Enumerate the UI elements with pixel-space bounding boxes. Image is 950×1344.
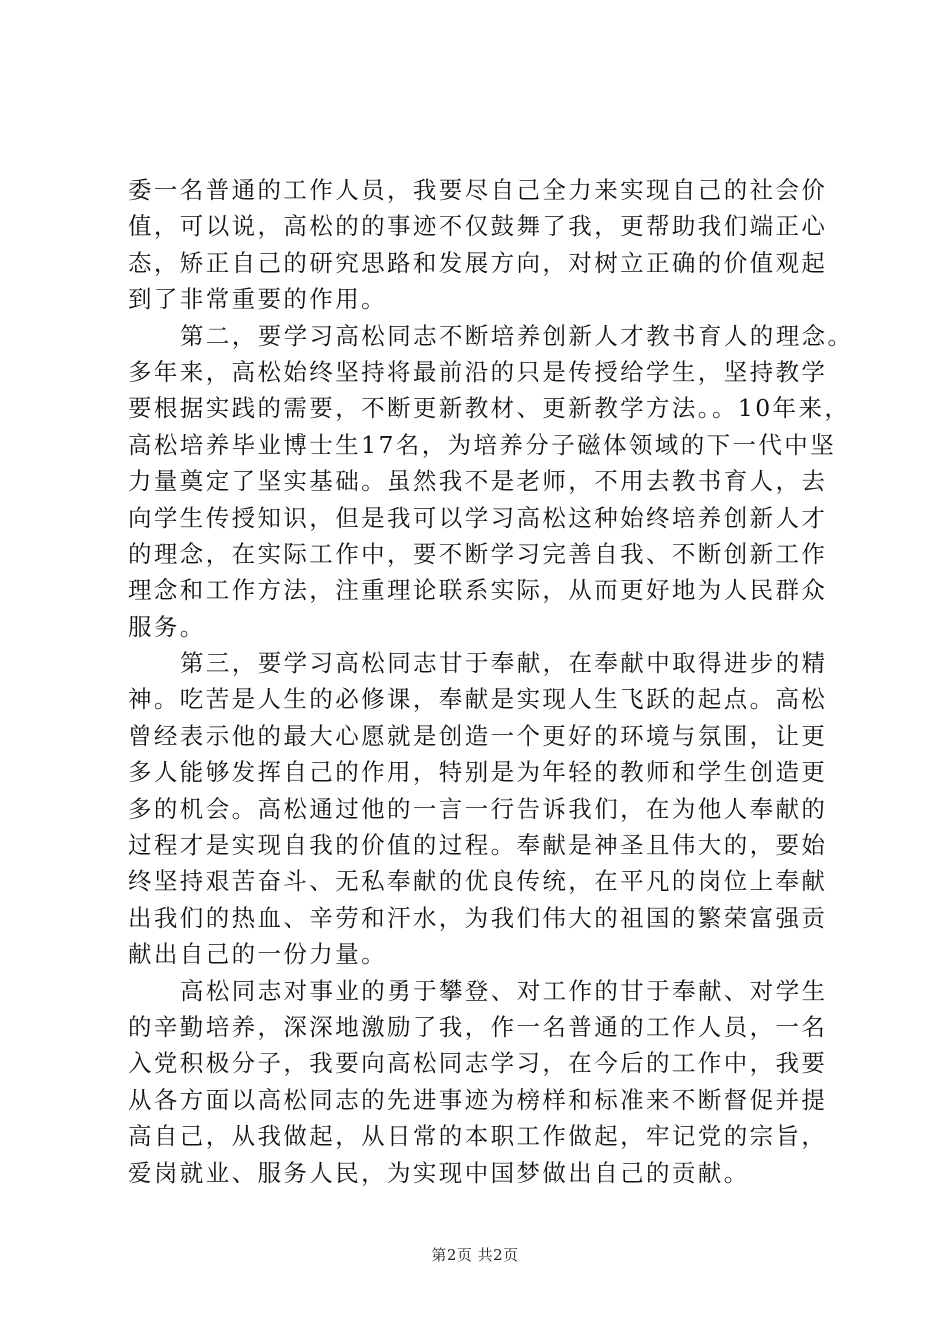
text-line: 高松同志对事业的勇于攀登、对工作的甘于奉献、对学生 (180, 976, 828, 1005)
text-line: 多的机会。高松通过他的一言一行告诉我们，在为他人奉献的 (128, 794, 828, 823)
text-line: 神。吃苦是人生的必修课，奉献是实现人生飞跃的起点。高松 (128, 685, 828, 714)
text-line: 要根据实践的需要，不断更新教材、更新教学方法。。10年来， (128, 394, 851, 423)
text-line: 出我们的热血、辛劳和汗水，为我们伟大的祖国的繁荣富强贡 (128, 903, 828, 932)
text-line: 向学生传授知识，但是我可以学习高松这种始终培养创新人才 (128, 503, 828, 532)
text-line: 多年来，高松始终坚持将最前沿的只是传授给学生，坚持教学 (128, 357, 828, 386)
text-line: 过程才是实现自我的价值的过程。奉献是神圣且伟大的，要始 (128, 831, 828, 860)
text-line: 爱岗就业、服务人民，为实现中国梦做出自己的贡献。 (128, 1158, 750, 1187)
paragraph-continuation (128, 172, 848, 318)
page-number-footer: 第2页 共2页 (431, 1246, 519, 1264)
text-line: 多人能够发挥自己的作用，特别是为年轻的教师和学生创造更 (128, 758, 828, 787)
text-line: 值，可以说，高松的的事迹不仅鼓舞了我，更帮助我们端正心 (128, 212, 828, 241)
text-line: 态，矫正自己的研究思路和发展方向，对树立正确的价值观起 (128, 248, 828, 277)
text-line: 献出自己的一份力量。 (128, 940, 387, 969)
paragraph-conclusion (128, 973, 848, 1191)
text-line: 曾经表示他的最大心愿就是创造一个更好的环境与氛围，让更 (128, 721, 828, 750)
text-line: 到了非常重要的作用。 (128, 285, 387, 314)
text-line: 的辛勤培养，深深地激励了我，作一名普通的工作人员，一名 (128, 1012, 828, 1041)
text-line: 理念和工作方法，注重理论联系实际，从而更好地为人民群众 (128, 576, 828, 605)
paragraph-third-point (128, 645, 848, 973)
text-line: 服务。 (128, 612, 206, 641)
text-line: 高松培养毕业博士生17名，为培养分子磁体领域的下一代中坚 (128, 430, 837, 459)
document-body (128, 172, 854, 1191)
text-line: 高自己，从我做起，从日常的本职工作做起，牢记党的宗旨， (128, 1122, 828, 1151)
paragraph-second-point (128, 318, 854, 646)
text-line: 第二，要学习高松同志不断培养创新人才教书育人的理念。 (180, 321, 854, 350)
text-line: 从各方面以高松同志的先进事迹为榜样和标准来不断督促并提 (128, 1085, 828, 1114)
text-line: 入党积极分子，我要向高松同志学习，在今后的工作中，我要 (128, 1049, 828, 1078)
text-line: 的理念，在实际工作中，要不断学习完善自我、不断创新工作 (128, 539, 828, 568)
text-line: 力量奠定了坚实基础。虽然我不是老师，不用去教书育人，去 (128, 467, 828, 496)
text-line: 第三，要学习高松同志甘于奉献，在奉献中取得进步的精 (180, 649, 828, 678)
text-line: 终坚持艰苦奋斗、无私奉献的优良传统，在平凡的岗位上奉献 (128, 867, 828, 896)
text-line: 委一名普通的工作人员，我要尽自己全力来实现自己的社会价 (128, 176, 828, 204)
